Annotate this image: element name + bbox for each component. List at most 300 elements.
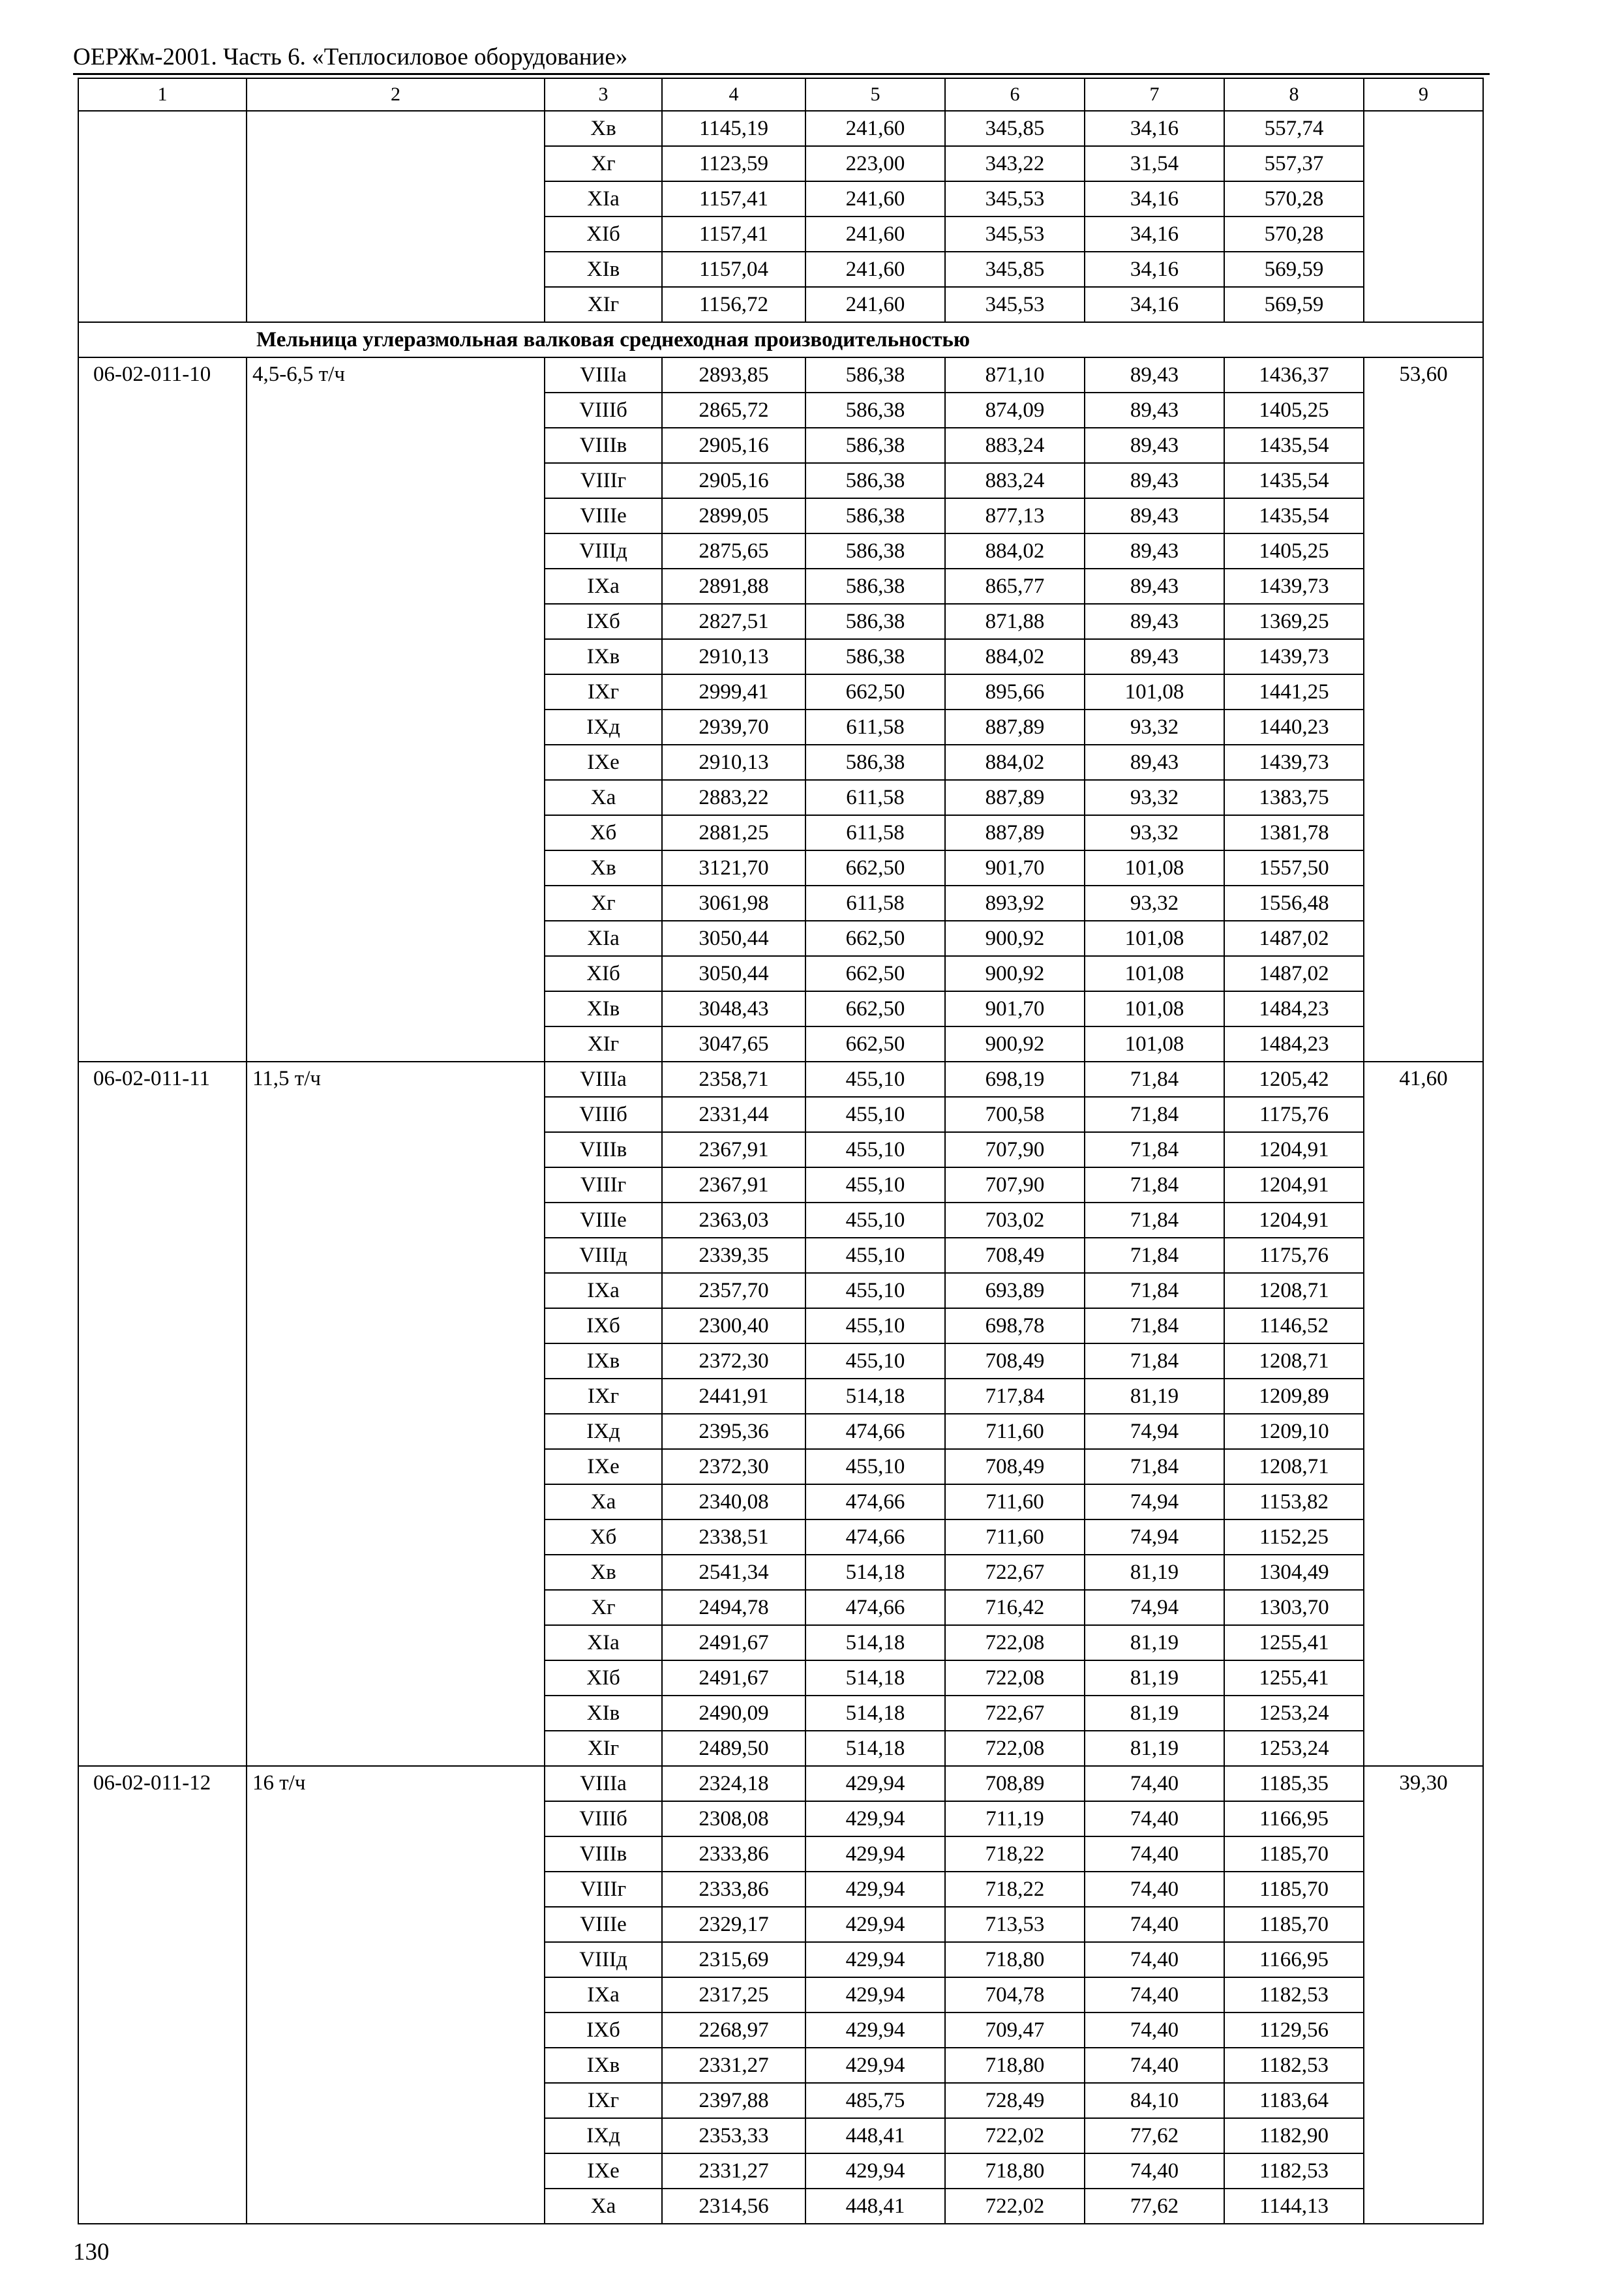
value-cell: 343,22 — [945, 146, 1085, 181]
value-cell: 74,40 — [1085, 2153, 1224, 2189]
document-header: ОЕРЖм-2001. Часть 6. «Теплосиловое оборудование» — [73, 44, 628, 70]
value-cell: 900,92 — [945, 956, 1085, 991]
value-cell: 31,54 — [1085, 146, 1224, 181]
value-cell: 2899,05 — [662, 498, 805, 533]
column-header: 7 — [1085, 78, 1224, 111]
column-header: 8 — [1224, 78, 1364, 111]
variant-cell: Xа — [545, 2189, 662, 2224]
value-cell: 455,10 — [805, 1449, 945, 1484]
value-cell: 1209,10 — [1224, 1414, 1364, 1449]
value-cell: 71,84 — [1085, 1097, 1224, 1132]
value-cell: 557,74 — [1224, 111, 1364, 146]
coefficient-cell: 39,30 — [1364, 1766, 1483, 2224]
variant-cell: Xг — [545, 886, 662, 921]
value-cell: 693,89 — [945, 1273, 1085, 1308]
value-cell: 2489,50 — [662, 1731, 805, 1766]
value-cell: 718,80 — [945, 2153, 1085, 2189]
value-cell: 1204,91 — [1224, 1167, 1364, 1203]
value-cell: 586,38 — [805, 745, 945, 780]
value-cell: 1185,70 — [1224, 1907, 1364, 1942]
value-cell: 93,32 — [1085, 815, 1224, 850]
value-cell: 455,10 — [805, 1238, 945, 1273]
value-cell: 1185,70 — [1224, 1836, 1364, 1872]
value-cell: 101,08 — [1085, 850, 1224, 886]
value-cell: 74,94 — [1085, 1519, 1224, 1555]
value-cell: 717,84 — [945, 1379, 1085, 1414]
value-cell: 1369,25 — [1224, 604, 1364, 639]
value-cell: 1185,70 — [1224, 1872, 1364, 1907]
value-cell: 81,19 — [1085, 1555, 1224, 1590]
code-cell: 06-02-011-11 — [78, 1062, 247, 1766]
value-cell: 1145,19 — [662, 111, 805, 146]
column-header: 9 — [1364, 78, 1483, 111]
value-cell: 74,40 — [1085, 1977, 1224, 2012]
column-header: 4 — [662, 78, 805, 111]
value-cell: 1182,90 — [1224, 2118, 1364, 2153]
value-cell: 1255,41 — [1224, 1625, 1364, 1660]
value-cell: 611,58 — [805, 886, 945, 921]
value-cell: 74,94 — [1085, 1414, 1224, 1449]
value-cell: 662,50 — [805, 921, 945, 956]
variant-cell: VIIIб — [545, 1801, 662, 1836]
value-cell: 34,16 — [1085, 252, 1224, 287]
value-cell: 1152,25 — [1224, 1519, 1364, 1555]
page-number: 130 — [73, 2239, 110, 2266]
value-cell: 2494,78 — [662, 1590, 805, 1625]
value-cell: 1182,53 — [1224, 1977, 1364, 2012]
value-cell: 514,18 — [805, 1696, 945, 1731]
value-cell: 89,43 — [1085, 463, 1224, 498]
variant-cell: IXд — [545, 710, 662, 745]
code-cell: 06-02-011-10 — [78, 357, 247, 1062]
variant-cell: Xв — [545, 111, 662, 146]
value-cell: 71,84 — [1085, 1062, 1224, 1097]
value-cell: 718,22 — [945, 1836, 1085, 1872]
value-cell: 1123,59 — [662, 146, 805, 181]
value-cell: 101,08 — [1085, 991, 1224, 1026]
value-cell: 2441,91 — [662, 1379, 805, 1414]
column-header: 3 — [545, 78, 662, 111]
value-cell: 708,49 — [945, 1343, 1085, 1379]
variant-cell: VIIIд — [545, 533, 662, 569]
value-cell: 74,40 — [1085, 1942, 1224, 1977]
value-cell: 81,19 — [1085, 1660, 1224, 1696]
value-cell: 1166,95 — [1224, 1942, 1364, 1977]
variant-cell: Xг — [545, 1590, 662, 1625]
value-cell: 887,89 — [945, 710, 1085, 745]
value-cell: 74,40 — [1085, 1836, 1224, 1872]
value-cell: 716,42 — [945, 1590, 1085, 1625]
value-cell: 1440,23 — [1224, 710, 1364, 745]
value-cell: 2331,27 — [662, 2153, 805, 2189]
value-cell: 570,28 — [1224, 217, 1364, 252]
value-cell: 93,32 — [1085, 780, 1224, 815]
value-cell: 1405,25 — [1224, 533, 1364, 569]
value-cell: 722,02 — [945, 2118, 1085, 2153]
value-cell: 2910,13 — [662, 745, 805, 780]
value-cell: 2883,22 — [662, 780, 805, 815]
value-cell: 586,38 — [805, 533, 945, 569]
value-cell: 1208,71 — [1224, 1273, 1364, 1308]
value-cell: 722,08 — [945, 1660, 1085, 1696]
value-cell: 2357,70 — [662, 1273, 805, 1308]
value-cell: 2338,51 — [662, 1519, 805, 1555]
value-cell: 2324,18 — [662, 1766, 805, 1801]
value-cell: 865,77 — [945, 569, 1085, 604]
value-cell: 1435,54 — [1224, 498, 1364, 533]
value-cell: 74,94 — [1085, 1590, 1224, 1625]
value-cell: 1166,95 — [1224, 1801, 1364, 1836]
variant-cell: IXг — [545, 2083, 662, 2118]
variant-cell: VIIIе — [545, 1907, 662, 1942]
variant-cell: XIб — [545, 217, 662, 252]
value-cell: 2300,40 — [662, 1308, 805, 1343]
value-cell: 1157,41 — [662, 181, 805, 217]
table-row — [78, 357, 1483, 393]
value-cell: 455,10 — [805, 1308, 945, 1343]
value-cell: 89,43 — [1085, 569, 1224, 604]
value-cell: 71,84 — [1085, 1308, 1224, 1343]
value-cell: 89,43 — [1085, 604, 1224, 639]
value-cell: 662,50 — [805, 956, 945, 991]
value-cell: 514,18 — [805, 1660, 945, 1696]
value-cell: 711,60 — [945, 1519, 1085, 1555]
value-cell: 89,43 — [1085, 428, 1224, 463]
value-cell: 2881,25 — [662, 815, 805, 850]
value-cell: 2315,69 — [662, 1942, 805, 1977]
value-cell: 707,90 — [945, 1167, 1085, 1203]
variant-cell: IXд — [545, 1414, 662, 1449]
value-cell: 711,19 — [945, 1801, 1085, 1836]
value-cell: 345,53 — [945, 287, 1085, 322]
variant-cell: VIIIа — [545, 1766, 662, 1801]
value-cell: 1144,13 — [1224, 2189, 1364, 2224]
value-cell: 429,94 — [805, 2048, 945, 2083]
value-cell: 455,10 — [805, 1062, 945, 1097]
variant-cell: Xа — [545, 1484, 662, 1519]
variant-cell: XIб — [545, 956, 662, 991]
value-cell: 89,43 — [1085, 393, 1224, 428]
value-cell: 557,37 — [1224, 146, 1364, 181]
value-cell: 474,66 — [805, 1519, 945, 1555]
value-cell: 718,22 — [945, 1872, 1085, 1907]
value-cell: 2331,44 — [662, 1097, 805, 1132]
value-cell: 101,08 — [1085, 921, 1224, 956]
value-cell: 345,85 — [945, 111, 1085, 146]
value-cell: 74,40 — [1085, 2048, 1224, 2083]
variant-cell: IXв — [545, 1343, 662, 1379]
variant-cell: XIа — [545, 1625, 662, 1660]
value-cell: 901,70 — [945, 850, 1085, 886]
value-cell: 611,58 — [805, 815, 945, 850]
variant-cell: VIIIб — [545, 393, 662, 428]
coefficient-cell: 41,60 — [1364, 1062, 1483, 1766]
value-cell: 474,66 — [805, 1414, 945, 1449]
value-cell: 93,32 — [1085, 710, 1224, 745]
value-cell: 1405,25 — [1224, 393, 1364, 428]
value-cell: 708,49 — [945, 1449, 1085, 1484]
variant-cell: VIIIе — [545, 1203, 662, 1238]
variant-cell: IXг — [545, 1379, 662, 1414]
value-cell: 586,38 — [805, 639, 945, 674]
value-cell: 900,92 — [945, 1026, 1085, 1062]
variant-cell: VIIIг — [545, 1872, 662, 1907]
value-cell: 713,53 — [945, 1907, 1085, 1942]
value-cell: 893,92 — [945, 886, 1085, 921]
value-cell: 101,08 — [1085, 1026, 1224, 1062]
value-cell: 662,50 — [805, 991, 945, 1026]
value-cell: 474,66 — [805, 1484, 945, 1519]
column-header: 6 — [945, 78, 1085, 111]
variant-cell: IXе — [545, 745, 662, 780]
value-cell: 455,10 — [805, 1167, 945, 1203]
value-cell: 1253,24 — [1224, 1696, 1364, 1731]
value-cell: 708,49 — [945, 1238, 1085, 1273]
value-cell: 662,50 — [805, 1026, 945, 1062]
value-cell: 2905,16 — [662, 463, 805, 498]
value-cell: 81,19 — [1085, 1379, 1224, 1414]
column-number-row — [78, 78, 1483, 111]
value-cell: 71,84 — [1085, 1132, 1224, 1167]
value-cell: 586,38 — [805, 569, 945, 604]
variant-cell: IXа — [545, 1977, 662, 2012]
value-cell: 455,10 — [805, 1097, 945, 1132]
value-cell: 101,08 — [1085, 956, 1224, 991]
value-cell: 708,89 — [945, 1766, 1085, 1801]
value-cell: 455,10 — [805, 1132, 945, 1167]
value-cell: 2314,56 — [662, 2189, 805, 2224]
value-cell: 241,60 — [805, 252, 945, 287]
value-cell: 871,88 — [945, 604, 1085, 639]
value-cell: 586,38 — [805, 463, 945, 498]
value-cell: 728,49 — [945, 2083, 1085, 2118]
variant-cell: VIIIг — [545, 463, 662, 498]
value-cell: 1253,24 — [1224, 1731, 1364, 1766]
value-cell: 77,62 — [1085, 2189, 1224, 2224]
value-cell: 1439,73 — [1224, 569, 1364, 604]
value-cell: 1435,54 — [1224, 428, 1364, 463]
variant-cell: VIIIа — [545, 1062, 662, 1097]
value-cell: 2367,91 — [662, 1167, 805, 1203]
value-cell: 718,80 — [945, 1942, 1085, 1977]
value-cell: 429,94 — [805, 1836, 945, 1872]
value-cell: 2395,36 — [662, 1414, 805, 1449]
variant-cell: VIIIв — [545, 1836, 662, 1872]
value-cell: 611,58 — [805, 710, 945, 745]
value-cell: 429,94 — [805, 1766, 945, 1801]
capacity-cell: 16 т/ч — [247, 1766, 545, 2224]
value-cell: 1129,56 — [1224, 2012, 1364, 2048]
value-cell: 569,59 — [1224, 287, 1364, 322]
value-cell: 883,24 — [945, 428, 1085, 463]
value-cell: 71,84 — [1085, 1343, 1224, 1379]
value-cell: 1157,04 — [662, 252, 805, 287]
coefficient-cell — [1364, 111, 1483, 322]
value-cell: 429,94 — [805, 1872, 945, 1907]
value-cell: 89,43 — [1085, 498, 1224, 533]
value-cell: 429,94 — [805, 2012, 945, 2048]
price-table — [78, 78, 1484, 2224]
value-cell: 884,02 — [945, 745, 1085, 780]
value-cell: 1484,23 — [1224, 1026, 1364, 1062]
value-cell: 1182,53 — [1224, 2048, 1364, 2083]
table-row — [78, 111, 1483, 146]
value-cell: 74,94 — [1085, 1484, 1224, 1519]
value-cell: 698,19 — [945, 1062, 1085, 1097]
value-cell: 2893,85 — [662, 357, 805, 393]
value-cell: 1304,49 — [1224, 1555, 1364, 1590]
value-cell: 89,43 — [1085, 639, 1224, 674]
value-cell: 345,53 — [945, 217, 1085, 252]
value-cell: 71,84 — [1085, 1273, 1224, 1308]
value-cell: 3061,98 — [662, 886, 805, 921]
value-cell: 514,18 — [805, 1555, 945, 1590]
value-cell: 1484,23 — [1224, 991, 1364, 1026]
value-cell: 707,90 — [945, 1132, 1085, 1167]
value-cell: 2490,09 — [662, 1696, 805, 1731]
value-cell: 2372,30 — [662, 1449, 805, 1484]
value-cell: 514,18 — [805, 1625, 945, 1660]
variant-cell: Xб — [545, 815, 662, 850]
value-cell: 34,16 — [1085, 217, 1224, 252]
value-cell: 1209,89 — [1224, 1379, 1364, 1414]
value-cell: 722,02 — [945, 2189, 1085, 2224]
value-cell: 1204,91 — [1224, 1132, 1364, 1167]
value-cell: 34,16 — [1085, 111, 1224, 146]
variant-cell: XIг — [545, 287, 662, 322]
value-cell: 71,84 — [1085, 1167, 1224, 1203]
value-cell: 2329,17 — [662, 1907, 805, 1942]
column-header: 5 — [805, 78, 945, 111]
value-cell: 1153,82 — [1224, 1484, 1364, 1519]
value-cell: 34,16 — [1085, 287, 1224, 322]
value-cell: 2363,03 — [662, 1203, 805, 1238]
coefficient-cell: 53,60 — [1364, 357, 1483, 1062]
value-cell: 77,62 — [1085, 2118, 1224, 2153]
value-cell: 2317,25 — [662, 1977, 805, 2012]
value-cell: 895,66 — [945, 674, 1085, 710]
value-cell: 74,40 — [1085, 1872, 1224, 1907]
variant-cell: XIб — [545, 1660, 662, 1696]
variant-cell: XIв — [545, 991, 662, 1026]
value-cell: 241,60 — [805, 111, 945, 146]
section-title: Мельница углеразмольная валковая среднеходная производительностью — [78, 322, 1483, 357]
value-cell: 887,89 — [945, 815, 1085, 850]
variant-cell: IXв — [545, 639, 662, 674]
value-cell: 2268,97 — [662, 2012, 805, 2048]
variant-cell: Xв — [545, 1555, 662, 1590]
variant-cell: IXд — [545, 2118, 662, 2153]
value-cell: 1175,76 — [1224, 1097, 1364, 1132]
column-header: 1 — [78, 78, 247, 111]
value-cell: 2910,13 — [662, 639, 805, 674]
value-cell: 448,41 — [805, 2189, 945, 2224]
value-cell: 722,67 — [945, 1555, 1085, 1590]
variant-cell: XIа — [545, 921, 662, 956]
variant-cell: IXв — [545, 2048, 662, 2083]
value-cell: 569,59 — [1224, 252, 1364, 287]
value-cell: 241,60 — [805, 217, 945, 252]
value-cell: 1204,91 — [1224, 1203, 1364, 1238]
value-cell: 884,02 — [945, 639, 1085, 674]
value-cell: 101,08 — [1085, 674, 1224, 710]
value-cell: 586,38 — [805, 604, 945, 639]
value-cell: 1182,53 — [1224, 2153, 1364, 2189]
value-cell: 2875,65 — [662, 533, 805, 569]
value-cell: 662,50 — [805, 674, 945, 710]
value-cell: 455,10 — [805, 1343, 945, 1379]
variant-cell: IXг — [545, 674, 662, 710]
value-cell: 711,60 — [945, 1414, 1085, 1449]
value-cell: 3050,44 — [662, 956, 805, 991]
value-cell: 2891,88 — [662, 569, 805, 604]
capacity-cell — [247, 111, 545, 322]
value-cell: 448,41 — [805, 2118, 945, 2153]
value-cell: 474,66 — [805, 1590, 945, 1625]
value-cell: 887,89 — [945, 780, 1085, 815]
capacity-cell: 4,5-6,5 т/ч — [247, 357, 545, 1062]
value-cell: 586,38 — [805, 357, 945, 393]
value-cell: 3121,70 — [662, 850, 805, 886]
variant-cell: Xа — [545, 780, 662, 815]
value-cell: 93,32 — [1085, 886, 1224, 921]
value-cell: 89,43 — [1085, 745, 1224, 780]
variant-cell: VIIIв — [545, 428, 662, 463]
value-cell: 2333,86 — [662, 1836, 805, 1872]
value-cell: 241,60 — [805, 287, 945, 322]
value-cell: 241,60 — [805, 181, 945, 217]
value-cell: 2939,70 — [662, 710, 805, 745]
value-cell: 345,53 — [945, 181, 1085, 217]
value-cell: 223,00 — [805, 146, 945, 181]
header-rule — [73, 73, 1490, 75]
variant-cell: VIIIа — [545, 357, 662, 393]
value-cell: 1156,72 — [662, 287, 805, 322]
price-table-body — [78, 78, 1483, 2224]
value-cell: 2308,08 — [662, 1801, 805, 1836]
value-cell: 1208,71 — [1224, 1343, 1364, 1379]
table-row — [78, 1766, 1483, 1801]
variant-cell: IXе — [545, 2153, 662, 2189]
variant-cell: Xг — [545, 146, 662, 181]
variant-cell: IXб — [545, 604, 662, 639]
variant-cell: XIг — [545, 1731, 662, 1766]
value-cell: 455,10 — [805, 1203, 945, 1238]
variant-cell: VIIIе — [545, 498, 662, 533]
value-cell: 1487,02 — [1224, 921, 1364, 956]
value-cell: 89,43 — [1085, 533, 1224, 569]
value-cell: 1208,71 — [1224, 1449, 1364, 1484]
value-cell: 570,28 — [1224, 181, 1364, 217]
value-cell: 1487,02 — [1224, 956, 1364, 991]
value-cell: 1383,75 — [1224, 780, 1364, 815]
value-cell: 2333,86 — [662, 1872, 805, 1907]
column-header: 2 — [247, 78, 545, 111]
variant-cell: VIIIг — [545, 1167, 662, 1203]
value-cell: 1183,64 — [1224, 2083, 1364, 2118]
value-cell: 485,75 — [805, 2083, 945, 2118]
value-cell: 1556,48 — [1224, 886, 1364, 921]
section-row — [78, 322, 1483, 357]
variant-cell: IXа — [545, 569, 662, 604]
value-cell: 81,19 — [1085, 1625, 1224, 1660]
value-cell: 1303,70 — [1224, 1590, 1364, 1625]
price-table-container — [78, 78, 1482, 2224]
value-cell: 2353,33 — [662, 2118, 805, 2153]
value-cell: 1557,50 — [1224, 850, 1364, 886]
variant-cell: IXа — [545, 1273, 662, 1308]
table-row — [78, 1062, 1483, 1097]
